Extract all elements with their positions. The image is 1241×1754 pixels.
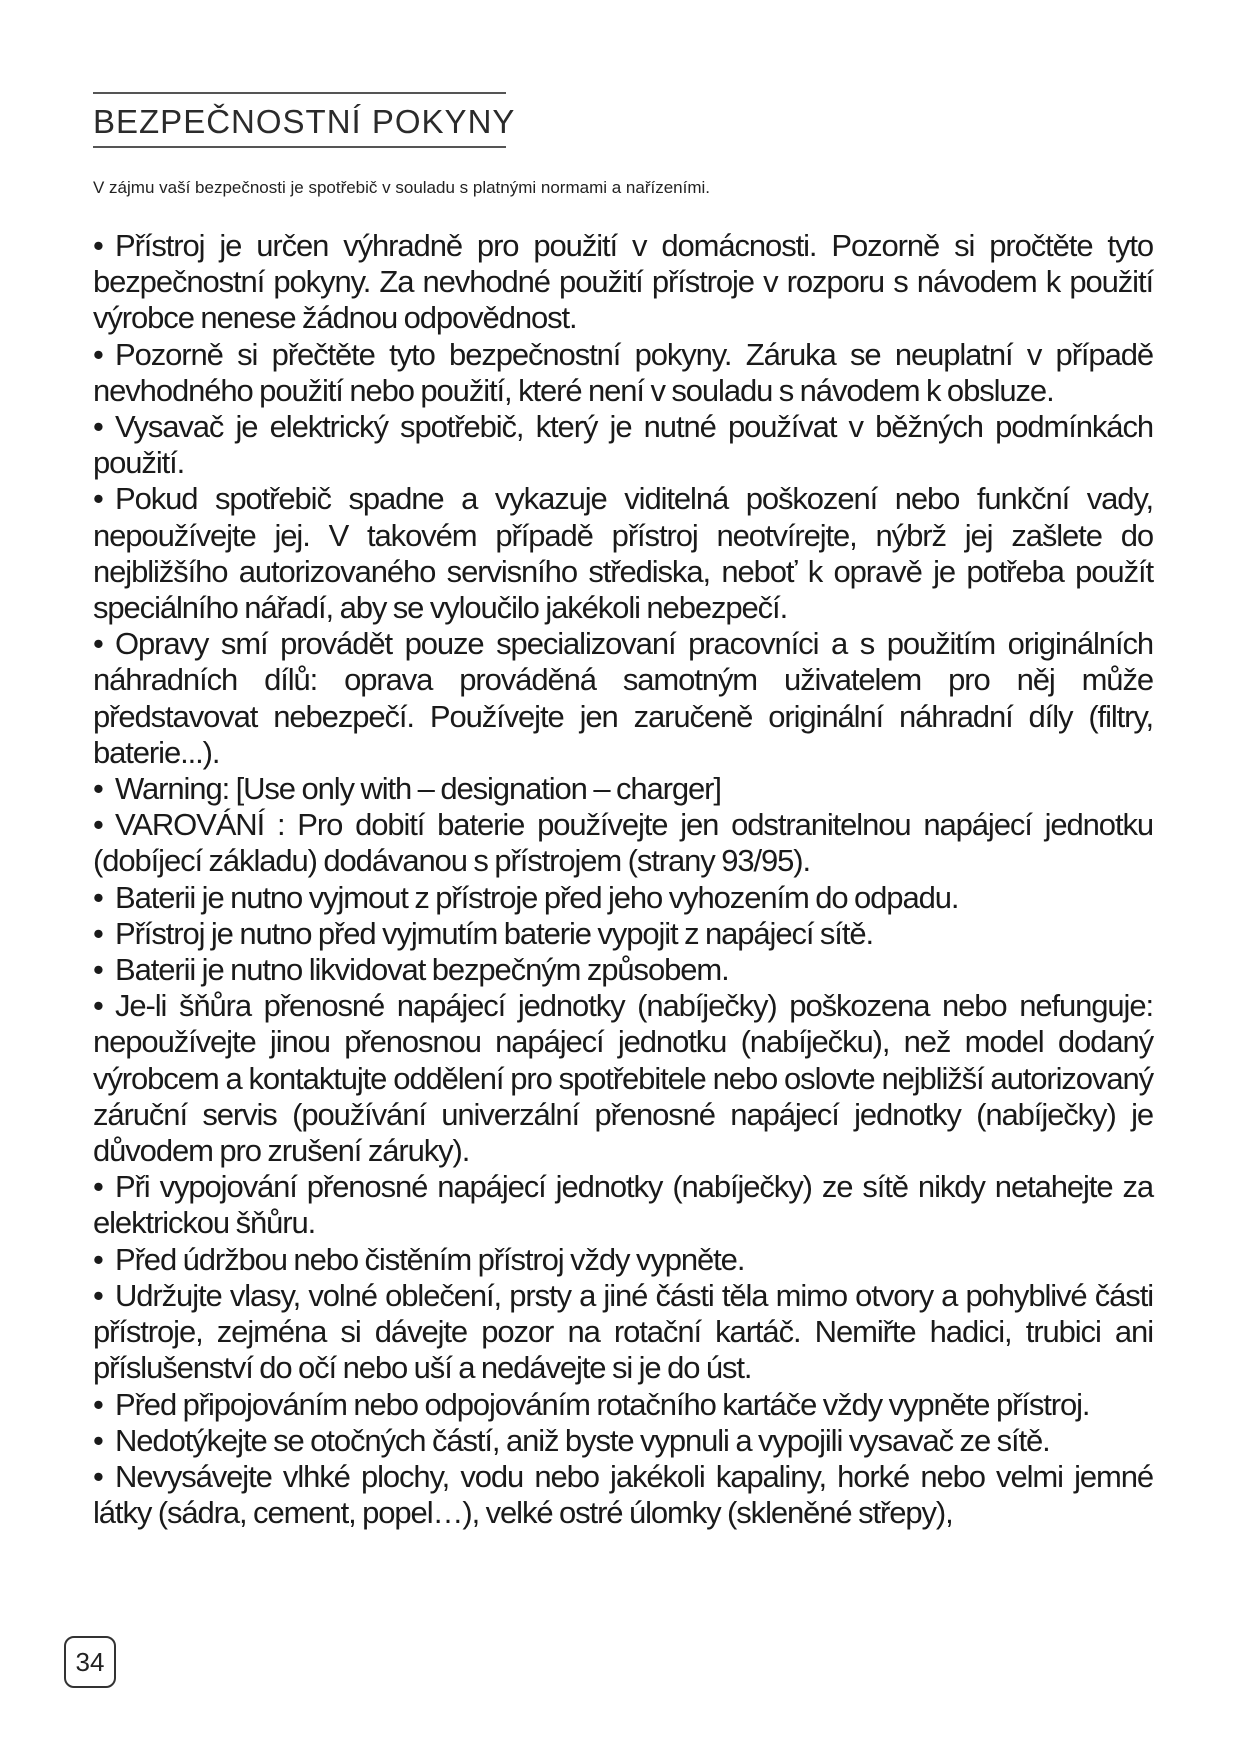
list-item xyxy=(93,1242,1153,1278)
bullet-icon: • xyxy=(93,988,103,1024)
safety-instructions-list xyxy=(93,228,1153,1531)
list-item xyxy=(93,481,1153,626)
list-item-text: Před údržbou nebo čistěním přístroj vždy vypněte. xyxy=(115,1241,745,1277)
bullet-icon: • xyxy=(93,807,103,843)
list-item-text: Warning: [Use only with – designation – charger] xyxy=(115,771,721,807)
intro-text: V zájmu vaší bezpečnosti je spotřebič v souladu s platnými normami a nařízeními. xyxy=(93,178,710,197)
list-item xyxy=(93,988,1153,1169)
bullet-icon: • xyxy=(93,952,103,988)
list-item-text: Nevysávejte vlhké plochy, vodu nebo jakékoli kapaliny, horké nebo velmi jemné látky (sádra, cement, popel…), velké ostré úlomky (skleněné střepy), xyxy=(93,1458,1153,1531)
list-item xyxy=(93,228,1153,337)
list-item-text: Pozorně si přečtěte tyto bezpečnostní pokyny. Záruka se neuplatní v případě nevhodného použití nebo použití, které není v souladu s návodem k obsluze. xyxy=(93,336,1153,408)
list-item xyxy=(93,1169,1153,1241)
bullet-icon: • xyxy=(93,879,103,915)
heading-block xyxy=(93,92,516,148)
list-item xyxy=(93,916,1153,952)
list-item xyxy=(93,952,1153,988)
list-item xyxy=(93,409,1153,481)
bullet-icon: • xyxy=(93,409,103,445)
list-item xyxy=(93,807,1153,879)
bullet-icon: • xyxy=(93,336,103,372)
list-item-text: Je-li šňůra přenosné napájecí jednotky (nabíječky) poškozena nebo nefunguje: nepoužívejte jinou přenosnou napájecí jednotku (nabíječku), než model dodaný výrobcem a kontaktujte oddělení pro spotřebitele nebo oslovte nejbližší autorizovaný záruční servis (používání univerzální přenosné napájecí jednotky (nabíječky) je důvodem pro zrušení záruky). xyxy=(93,988,1153,1169)
bullet-icon: • xyxy=(93,1458,103,1494)
list-item-text: VAROVÁNÍ : Pro dobití baterie používejte jen odstranitelnou napájecí jednotku (dobíjecí základu) dodávanou s přístrojem (strany 93/95). xyxy=(93,807,1153,879)
list-item-text: Přístroj je určen výhradně pro použití v domácnosti. Pozorně si pročtěte tyto bezpečnostní pokyny. Za nevhodné použití přístroje v rozporu s návodem k použití výrobce nenese žádnou odpovědnost. xyxy=(93,228,1153,336)
list-item xyxy=(93,1278,1153,1387)
list-item-text: Vysavač je elektrický spotřebič, který je nutné používat v běžných podmínkách použití. xyxy=(93,409,1153,481)
list-item-text: Pokud spotřebič spadne a vykazuje viditelná poškození nebo funkční vady, nepoužívejte jej. V takovém případě přístroj neotvírejte, nýbrž jej zašlete do nejbližšího autorizovaného servisního střediska, neboť k opravě je potřeba použít speciálního nářadí, aby se vyloučilo jakékoli nebezpečí. xyxy=(93,481,1153,626)
list-item-text: Opravy smí provádět pouze specializovaní pracovníci a s použitím originálních náhradních dílů: oprava prováděná samotným uživatelem pro něj může představovat nebezpečí. Používejte jen zaručeně originální náhradní díly (filtry, baterie...). xyxy=(93,626,1153,770)
bullet-icon: • xyxy=(93,481,103,517)
bullet-icon: • xyxy=(93,1386,103,1422)
list-item-text: Přístroj je nutno před vyjmutím baterie vypojit z napájecí sítě. xyxy=(115,915,873,951)
bullet-icon: • xyxy=(93,626,103,662)
list-item-text: Před připojováním nebo odpojováním rotačního kartáče vždy vypněte přístroj. xyxy=(115,1386,1090,1422)
list-item xyxy=(93,1423,1153,1459)
list-item xyxy=(93,337,1153,409)
bullet-icon: • xyxy=(93,228,103,263)
list-item xyxy=(93,626,1153,771)
list-item-text: Nedotýkejte se otočných částí, aniž byste vypnuli a vypojili vysavač ze sítě. xyxy=(115,1422,1050,1458)
bullet-icon: • xyxy=(93,1169,103,1205)
list-item-text: Udržujte vlasy, volné oblečení, prsty a jiné části těla mimo otvory a pohyblivé části přístroje, zejména si dávejte pozor na rotační kartáč. Nemiřte hadici, trubici ani příslušenství do očí nebo uší a nedávejte si je do úst. xyxy=(93,1277,1153,1386)
page-title: BEZPEČNOSTNÍ POKYNY xyxy=(93,103,516,140)
page-number: 34 xyxy=(64,1636,116,1688)
list-item xyxy=(93,771,1153,807)
heading-bottom-rule xyxy=(93,146,506,148)
list-item xyxy=(93,1459,1153,1531)
list-item xyxy=(93,880,1153,916)
bullet-icon: • xyxy=(93,915,103,951)
bullet-icon: • xyxy=(93,1277,103,1313)
bullet-icon: • xyxy=(93,1241,103,1277)
list-item-text: Při vypojování přenosné napájecí jednotky (nabíječky) ze sítě nikdy netahejte za elektrickou šňůru. xyxy=(93,1169,1153,1241)
bullet-icon: • xyxy=(93,1422,103,1458)
list-item-text: Baterii je nutno likvidovat bezpečným způsobem. xyxy=(115,952,729,988)
bullet-icon: • xyxy=(93,771,103,807)
list-item-text: Baterii je nutno vyjmout z přístroje před jeho vyhozením do odpadu. xyxy=(115,879,959,915)
list-item xyxy=(93,1387,1153,1423)
